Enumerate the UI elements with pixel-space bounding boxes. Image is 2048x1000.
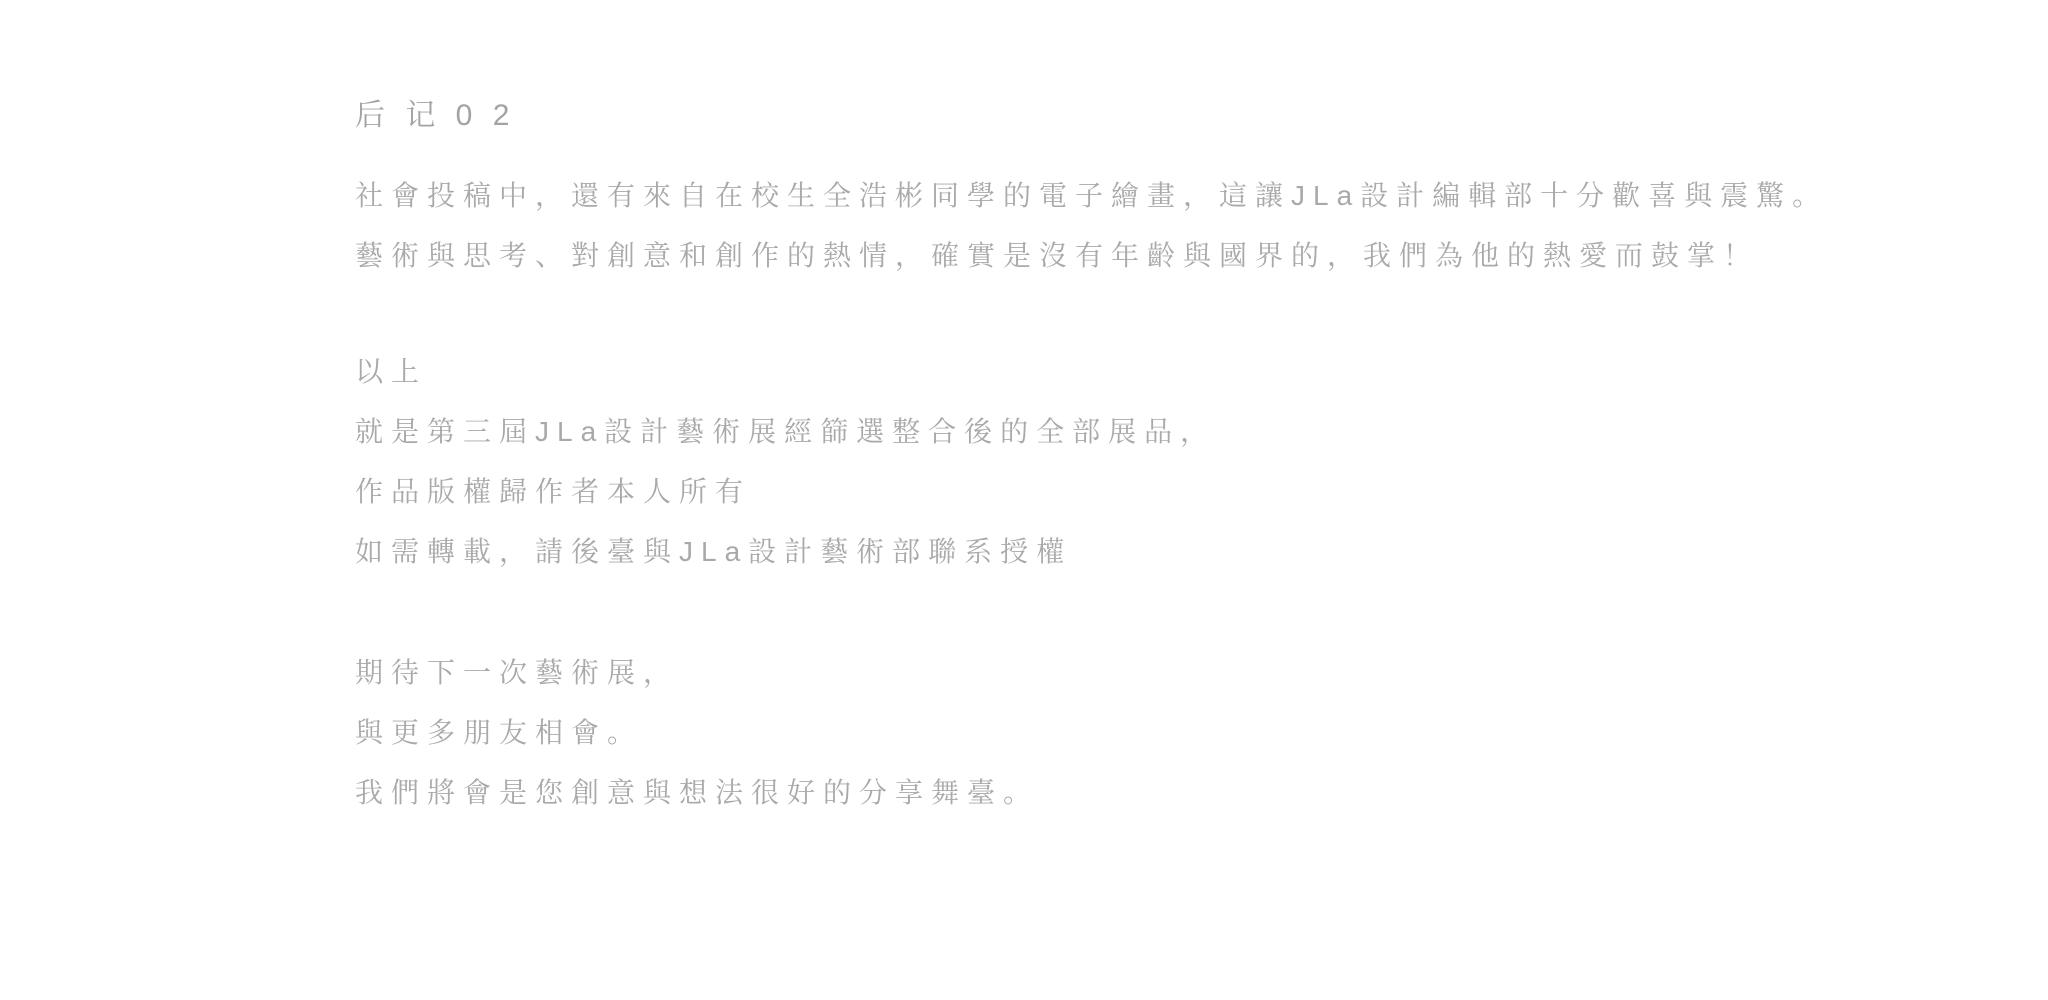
text-line: 就是第三屆JLa設計藝術展經篩選整合後的全部展品，	[355, 416, 1217, 447]
text-line: 社會投稿中，還有來自在校生全浩彬同學的電子繪畫，這讓JLa設計編輯部十分歡喜與震驚。	[355, 180, 1829, 211]
text-line: 如需轉載，請後臺與JLa設計藝術部聯系授權	[355, 536, 1073, 567]
page-title: 后 记 0 2	[355, 99, 516, 132]
paragraph-copyright-note	[355, 342, 1216, 582]
text-line: 我們將會是您創意與想法很好的分享舞臺。	[355, 777, 1040, 808]
paragraph-submission-note	[355, 166, 1828, 286]
text-line: 以上	[355, 356, 428, 387]
text-line: 期待下一次藝術展，	[355, 657, 680, 688]
text-line: 藝術與思考、對創意和創作的熱情，確實是沒有年齡與國界的，我們為他的熱愛而鼓掌！	[355, 240, 1760, 271]
text-line: 與更多朋友相會。	[355, 717, 644, 748]
paragraph-closing-note	[355, 643, 1039, 823]
text-line: 作品版權歸作者本人所有	[355, 476, 752, 507]
